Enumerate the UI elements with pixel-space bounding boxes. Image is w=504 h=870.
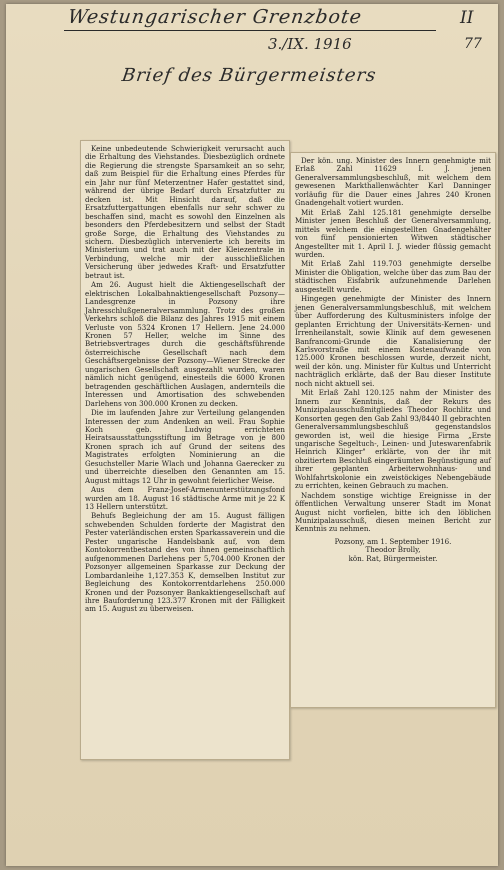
clipping-paragraph: Am 26. August hielt die Aktiengesellschaft der elektrischen Lokalbahnaktiengesellschaft Pozsony—Landesgrenze in Pozsony ihre Jahresschlußgeneralversammlung. Trotz des großen Verkehrs schloß die Bilanz des Jahres 1915 mit einem Verluste von 5324 Kronen 17 Hellern. Jene 24.000 Kronen 57 Heller, welche im Sinne des Betriebsvertrages durch die geschäftsführende österreichische Gesellschaft nach dem Geschäftsergebnisse der Pozsony—Wiener Strecke der ungarischen Gesellschaft ausgezahlt wurden, waren nämlich nicht genügend, einesteils die 6000 Kronen betragenden geschäftlichen Auslagen, andernteils die Interessen und Amortisation des schwebenden Darlehens von 300.000 Kronen zu decken. [85, 280, 285, 408]
clipping-paragraph: Mit Erlaß Zahl 125.181 genehmigte derselbe Minister jenen Beschluß der Generalversammlung, mittels welchem die eingestellten Gnadengehälter von fünf pensionierten Witwen städtischer Angestellter mit 1. April I. J. wieder flüssig gemacht wurden. [295, 207, 491, 259]
clipping-paragraph: Keine unbedeutende Schwierigkeit verursacht auch die Erhaltung des Viehstandes. Diesbezüglich ordnete die Regierung die strengste Sparsamkeit an so sehr, daß zum Beispiel für die Erhaltung eines Pferdes für ein Jahr nur fünf Meterzentner Hafer gestattet sind, während der übrige Bedarf durch Ersatzfutter zu decken ist. Mit Hinsicht darauf, daß die Ersatzfuttergattungen ebenfalls nur sehr schwer zu beschaffen sind, macht es sowohl den Einzelnen als besonders den Pferdebesitzern und selbst der Stadt große Sorge, die Erhaltung des Viehstandes zu sichern. Diesbezüglich intervenierte ich bereits im Ministerium und trat auch mit der Kleiezentrale in Verbindung, welche mir der ausschließlichen Versicherung über jedwedes Kraft- und Ersatzfutter betraut ist. [85, 144, 285, 280]
clipping-paragraph: Mit Erlaß Zahl 119.703 genehmigte derselbe Minister die Obligation, welche über das zum Bau der städtischen Eisfabrik aufzunehmende Darlehen ausgestellt wurde. [295, 259, 491, 294]
newspaper-clipping-right [290, 152, 496, 708]
clipping-paragraph: Hingegen genehmigte der Minister des Innern jenen Generalversammlungsbeschluß, mit welchem über Aufforderung des Kultusministers infolge der geplanten Errichtung der Universitäts-Kernen- und Irrenheilanstalt, sowie Klinik auf dem gewesenen Banfrancomi-Grunde die Kanalisierung der Karlsvorstraße mit einem Kostenaufwande von 125.000 Kronen beschlossen wurde, derzeit nicht, weil der kön. ung. Minister für Kultus und Unterricht nachträglich erklärte, daß der Bau dieser Institute noch nicht aktuell sei. [295, 294, 491, 388]
clipping-paragraph: Nachdem sonstige wichtige Ereignisse in der öffentlichen Verwaltung unserer Stadt im Monat August nicht vorfielen, bitte ich den löblichen Munizipalausschuß, diesen meinen Bericht zur Kenntnis zu nehmen. [295, 490, 491, 534]
signature-title: kön. Rat, Bürgermeister. [348, 553, 438, 563]
place-date-line: Pozsony, am 1. September 1916. [334, 536, 452, 546]
handwritten-subtitle: Brief des Bürgermeisters [120, 65, 378, 86]
handwritten-newspaper-title: Westungarischer Grenzbote [66, 6, 364, 28]
clipping-paragraph: Aus dem Franz-Josef-Armenunterstützungsfond wurden am 18. August 16 städtische Arme mit je 22 K 13 Hellern unterstützt. [85, 485, 285, 512]
handwritten-page-number: 77 [464, 36, 482, 52]
signature-name: Theodor Brolly, [365, 545, 421, 555]
scrapbook-page [6, 4, 498, 866]
handwritten-volume-number: II [460, 8, 474, 28]
clipping-paragraph: Mit Erlaß Zahl 120.125 nahm der Minister des Innern zur Kenntnis, daß der Rekurs des Munizipalausschußmitgliedes Theodor Rochlitz und Konsorten gegen den Gab Zahl 93/8440 II gebrachten Generalversammlungsbeschluß gegenstandslos geworden ist, weil die hiesige Firma „Erste ungarische Segeltuch-, Leinen- und Juteswarenfabrik Heinrich Klinger" erklärte, von der ihr mit obzitiertem Beschluß eingeräumten Begünstigung auf ihrer geplanten Arbeiterwohnhaus- und Wohlfahrtskolonie ein zweistöckiges Nebengebäude zu errichten, keinen Gebrauch zu machen. [295, 388, 491, 491]
clipping-paragraph: Die im laufenden Jahre zur Verteilung gelangenden Interessen der zum Andenken an weil. Frau Sophie Koch geb. Ludwig errichteten Heiratsausstattungsstiftung im Betrage von je 800 Kronen sprach ich auf Grund der seitens des Magistrates erfolgten Nominierung an die Gesuchsteller Marie Wlach und Johanna Gaerecker zu und überreichte dieselben den Genannten am 15. August mittags 12 Uhr in gewohnt feierlicher Weise. [85, 408, 285, 485]
newspaper-clipping-left [80, 140, 290, 760]
handwritten-date: 3./IX. 1916 [268, 35, 352, 53]
clipping-paragraph: Der kön. ung. Minister des Innern genehmigte mit Erlaß Zahl 11629 I. J. jenen Generalversammlungsbeschluß, mit welchem dem gewesenen Markthallenwächter Karl Danninger vorläufig für die Dauer eines Jahres 240 Kronen Gnadengehalt votiert wurden. [295, 156, 491, 208]
title-underline [64, 30, 436, 31]
clipping-paragraph: Behufs Begleichung der am 15. August fälligen schwebenden Schulden forderte der Magistrat den Pester vaterländischen ersten Sparkassaverein und die Pester ungarische Handelsbank auf, von dem Kontokorrentbestand des von ihnen gemeinschaftlich aufgenommenen Darlehens per 5,704.000 Kronen der Pozsonyer allgemeinen Sparkasse zur Deckung der Lombardanleihe 1,127.353 K, demselben Institut zur Begleichung des Kontokorrentdarlehens 250.000 Kronen und der Pozsonyer Bankaktiengesellschaft auf ihre Bauforderung 123.377 Kronen mit der Fälligkeit am 15. August zu überweisen. [85, 511, 285, 614]
